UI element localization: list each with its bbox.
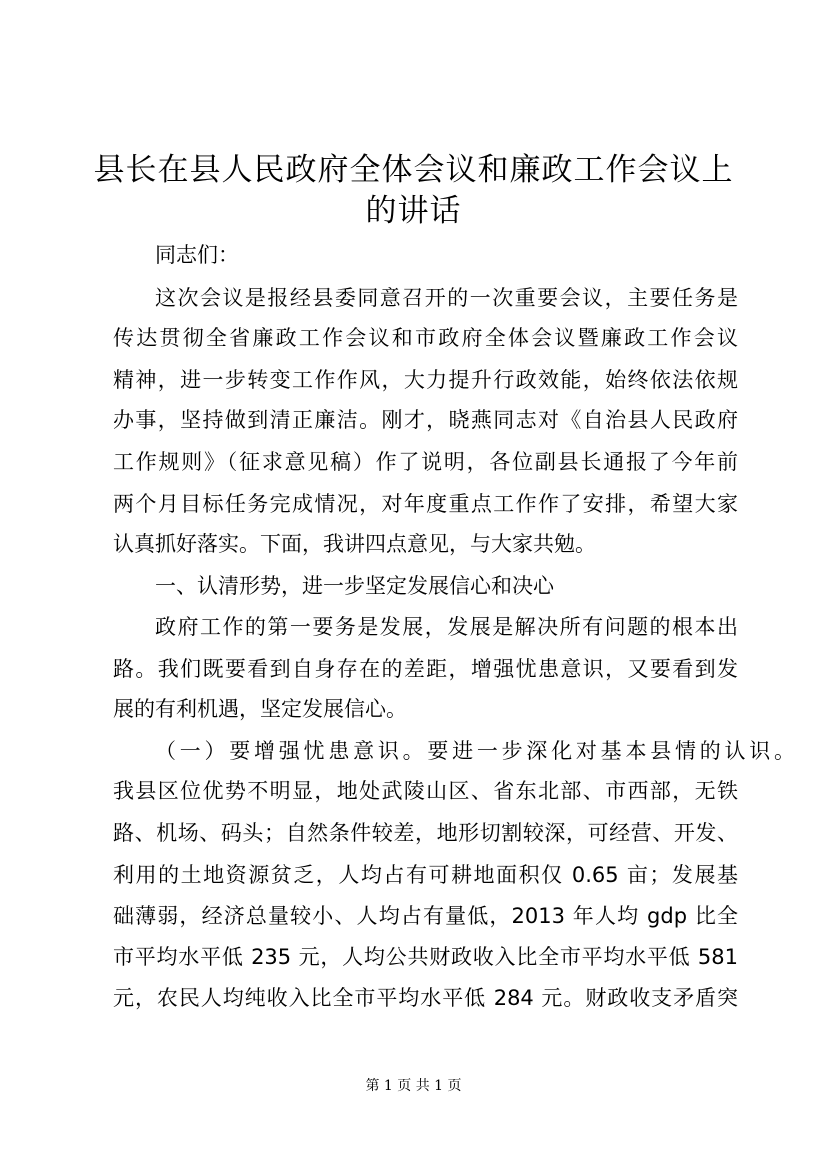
body-line: 路。我们既要看到自身存在的差距，增强忧患意识，又要看到发: [113, 657, 738, 681]
document-title-line-2: 的讲话: [365, 193, 462, 229]
body-line: 传达贯彻全省廉政工作会议和市政府全体会议暨廉政工作会议: [113, 326, 738, 350]
body-line: 认真抓好落实。下面，我讲四点意见，与大家共勉。: [113, 532, 596, 556]
body-line: 展的有利机遇，坚定发展信心。: [113, 697, 407, 721]
body-line: 路、机场、码头；自然条件较差，地形切割较深，可经营、开发、: [113, 821, 738, 845]
body-line: 元，农民人均纯收入比全市平均水平低 284 元。财政收支矛盾突: [113, 986, 738, 1010]
salutation: 同志们：: [155, 243, 239, 267]
page-number-footer: 第 1 页 共 1 页: [365, 1078, 462, 1094]
section-heading: 一、认清形势，进一步坚定发展信心和决心: [155, 574, 554, 598]
body-line: 础薄弱，经济总量较小、人均占有量低，2013 年人均 gdp 比全: [113, 904, 738, 928]
body-line: 利用的土地资源贫乏，人均占有可耕地面积仅 0.65 亩；发展基: [113, 863, 738, 887]
body-line: 我县区位优势不明显，地处武陵山区、省东北部、市西部，无铁: [113, 779, 738, 803]
body-line: 办事，坚持做到清正廉洁。刚才，晓燕同志对《自治县人民政府: [113, 408, 738, 432]
body-line: 两个月目标任务完成情况，对年度重点工作作了安排，希望大家: [113, 492, 738, 516]
subsection-line: （一）要增强忧患意识。要进一步深化对基本县情的认识。: [155, 739, 795, 763]
body-line: 市平均水平低 235 元，人均公共财政收入比全市平均水平低 581: [113, 945, 738, 969]
document-title-line-1: 县长在县人民政府全体会议和廉政工作会议上: [93, 152, 734, 188]
body-line: 这次会议是报经县委同意召开的一次重要会议，主要任务是: [155, 286, 738, 310]
body-line: 精神，进一步转变工作作风，大力提升行政效能，始终依法依规: [113, 368, 738, 392]
body-line: 工作规则》（征求意见稿）作了说明，各位副县长通报了今年前: [113, 450, 738, 474]
body-line: 政府工作的第一要务是发展，发展是解决所有问题的根本出: [155, 615, 738, 639]
